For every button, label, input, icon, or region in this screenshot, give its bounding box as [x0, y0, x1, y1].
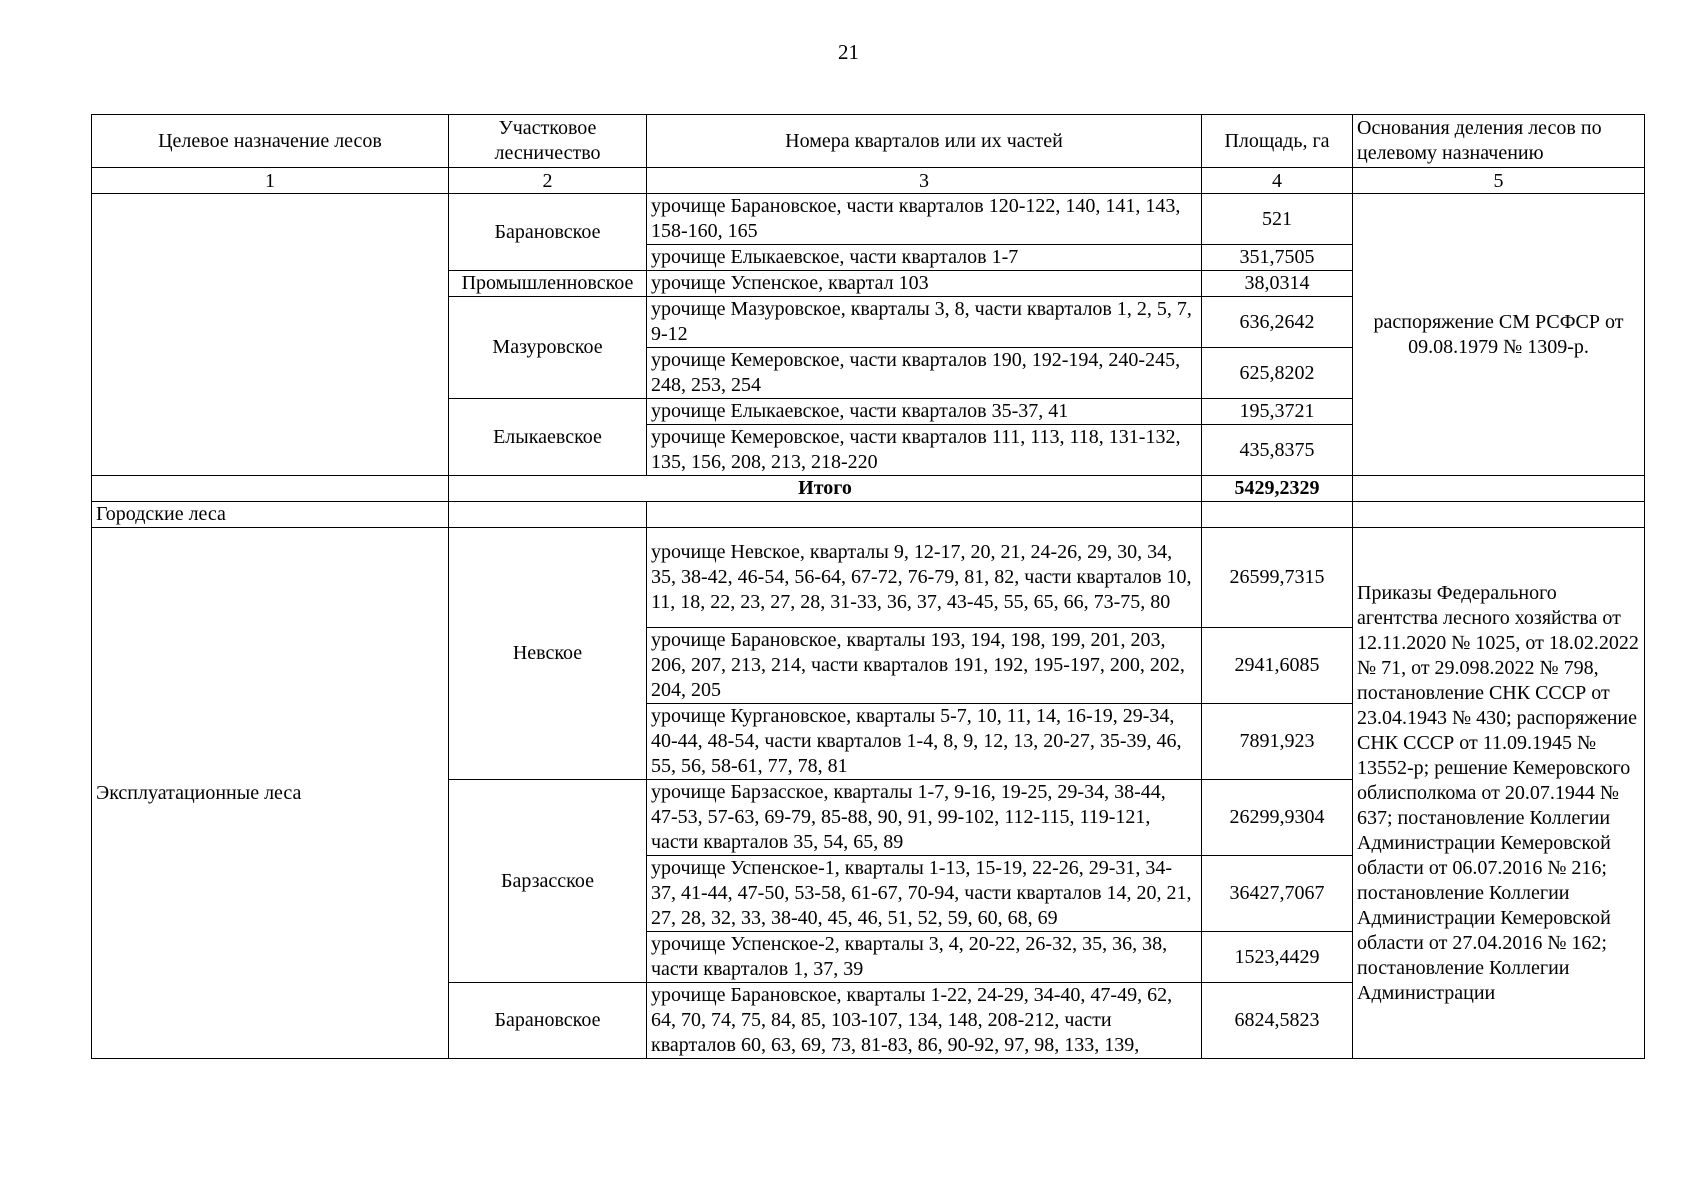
basis-cell-empty: [1353, 502, 1645, 528]
purpose-cell: Городские леса: [92, 502, 449, 528]
area-cell: 36427,7067: [1202, 856, 1353, 932]
column-number: 3: [647, 168, 1202, 194]
forestry-cell: Елыкаевское: [449, 399, 647, 476]
quarters-cell: урочище Барзасское, кварталы 1-7, 9-16, 19-25, 29-34, 38-44, 47-53, 57-63, 69-79, 85-88, 90, 91, 99-102, 112-115, 119-121, части кварталов 35, 54, 65, 89: [647, 780, 1202, 856]
column-number: 5: [1353, 168, 1645, 194]
total-label: Итого: [449, 476, 1202, 502]
area-cell: 2941,6085: [1202, 628, 1353, 704]
basis-cell: распоряжение СМ РСФСР от 09.08.1979 № 1309-р.: [1353, 194, 1645, 476]
column-number: 1: [92, 168, 449, 194]
header-quarters: Номера кварталов или их частей: [647, 115, 1202, 168]
forestry-cell: Барановское: [449, 983, 647, 1059]
quarters-cell: урочище Елыкаевское, части кварталов 1-7: [647, 245, 1202, 271]
forestry-cell: Мазуровское: [449, 297, 647, 399]
basis-cell-empty: [1353, 476, 1645, 502]
area-cell-empty: [1202, 502, 1353, 528]
quarters-cell-empty: [647, 502, 1202, 528]
forest-purpose-table: [91, 114, 1645, 1059]
area-cell: 7891,923: [1202, 704, 1353, 780]
quarters-cell: урочище Кемеровское, части кварталов 111, 113, 118, 131-132, 135, 156, 208, 213, 218-220: [647, 425, 1202, 476]
quarters-cell: урочище Невское, кварталы 9, 12-17, 20, 21, 24-26, 29, 30, 34, 35, 38-42, 46-54, 56-64, 67-72, 76-79, 81, 82, части кварталов 10, 11, 18, 22, 23, 27, 28, 31-33, 36, 37, 43-45, 55, 65, 66, 73-75, 80: [647, 528, 1202, 628]
table-header-row: [92, 115, 1645, 168]
quarters-cell: урочище Кемеровское, части кварталов 190, 192-194, 240-245, 248, 253, 254: [647, 348, 1202, 399]
table-row: [92, 528, 1645, 628]
quarters-cell: урочище Елыкаевское, части кварталов 35-37, 41: [647, 399, 1202, 425]
page-number: 21: [838, 40, 859, 64]
quarters-cell: урочище Барановское, кварталы 1-22, 24-29, 34-40, 47-49, 62, 64, 70, 74, 75, 84, 85, 103-107, 134, 148, 208-212, части кварталов 60, 63, 69, 73, 81-83, 86, 90-92, 97, 98, 133, 139,: [647, 983, 1202, 1059]
section-row-city: [92, 502, 1645, 528]
area-cell: 521: [1202, 194, 1353, 245]
header-forestry: Участковое лесничество: [449, 115, 647, 168]
area-cell: 26599,7315: [1202, 528, 1353, 628]
area-cell: 435,8375: [1202, 425, 1353, 476]
purpose-cell: Эксплуатационные леса: [92, 528, 449, 1059]
quarters-cell: урочище Барановское, кварталы 193, 194, 198, 199, 201, 203, 206, 207, 213, 214, части кварталов 191, 192, 195-197, 200, 202, 204, 205: [647, 628, 1202, 704]
area-cell: 636,2642: [1202, 297, 1353, 348]
area-cell: 6824,5823: [1202, 983, 1353, 1059]
column-number-row: [92, 168, 1645, 194]
area-cell: 1523,4429: [1202, 932, 1353, 983]
total-value: 5429,2329: [1202, 476, 1353, 502]
column-number: 2: [449, 168, 647, 194]
area-cell: 351,7505: [1202, 245, 1353, 271]
quarters-cell: урочище Успенское-2, кварталы 3, 4, 20-22, 26-32, 35, 36, 38, части кварталов 1, 37, 39: [647, 932, 1202, 983]
area-cell: 26299,9304: [1202, 780, 1353, 856]
forestry-cell: Барановское: [449, 194, 647, 271]
basis-cell: Приказы Федерального агентства лесного хозяйства от 12.11.2020 № 1025, от 18.02.2022 № 71, от 29.098.2022 № 798, постановление СНК СССР от 23.04.1943 № 430; распоряжение СНК СССР от 11.09.1945 № 13552-р; решение Кемеровского облисполкома от 20.07.1944 № 637; постановление Коллегии Администрации Кемеровской области от 06.07.2016 № 216; постановление Коллегии Администрации Кемеровской области от 27.04.2016 № 162; постановление Коллегии Администрации: [1353, 528, 1645, 1059]
quarters-cell: урочище Кургановское, кварталы 5-7, 10, 11, 14, 16-19, 29-34, 40-44, 48-54, части кварталов 1-4, 8, 9, 12, 13, 20-27, 35-39, 46, 55, 56, 58-61, 77, 78, 81: [647, 704, 1202, 780]
forestry-cell: Невское: [449, 528, 647, 780]
column-number: 4: [1202, 168, 1353, 194]
quarters-cell: урочище Успенское, квартал 103: [647, 271, 1202, 297]
forestry-cell-empty: [449, 502, 647, 528]
quarters-cell: урочище Мазуровское, кварталы 3, 8, части кварталов 1, 2, 5, 7, 9-12: [647, 297, 1202, 348]
area-cell: 195,3721: [1202, 399, 1353, 425]
purpose-cell-empty: [92, 476, 449, 502]
header-area: Площадь, га: [1202, 115, 1353, 168]
forestry-cell: Барзасское: [449, 780, 647, 983]
header-purpose: Целевое назначение лесов: [92, 115, 449, 168]
forestry-cell: Промышленновское: [449, 271, 647, 297]
total-row: [92, 476, 1645, 502]
purpose-cell-empty: [92, 194, 449, 476]
quarters-cell: урочище Успенское-1, кварталы 1-13, 15-19, 22-26, 29-31, 34-37, 41-44, 47-50, 53-58, 61-67, 70-94, части кварталов 14, 20, 21, 27, 28, 32, 33, 38-40, 45, 46, 51, 52, 59, 60, 68, 69: [647, 856, 1202, 932]
area-cell: 625,8202: [1202, 348, 1353, 399]
header-basis: Основания деления лесов по целевому назначению: [1353, 115, 1645, 168]
table-row: [92, 194, 1645, 245]
area-cell: 38,0314: [1202, 271, 1353, 297]
quarters-cell: урочище Барановское, части кварталов 120-122, 140, 141, 143, 158-160, 165: [647, 194, 1202, 245]
